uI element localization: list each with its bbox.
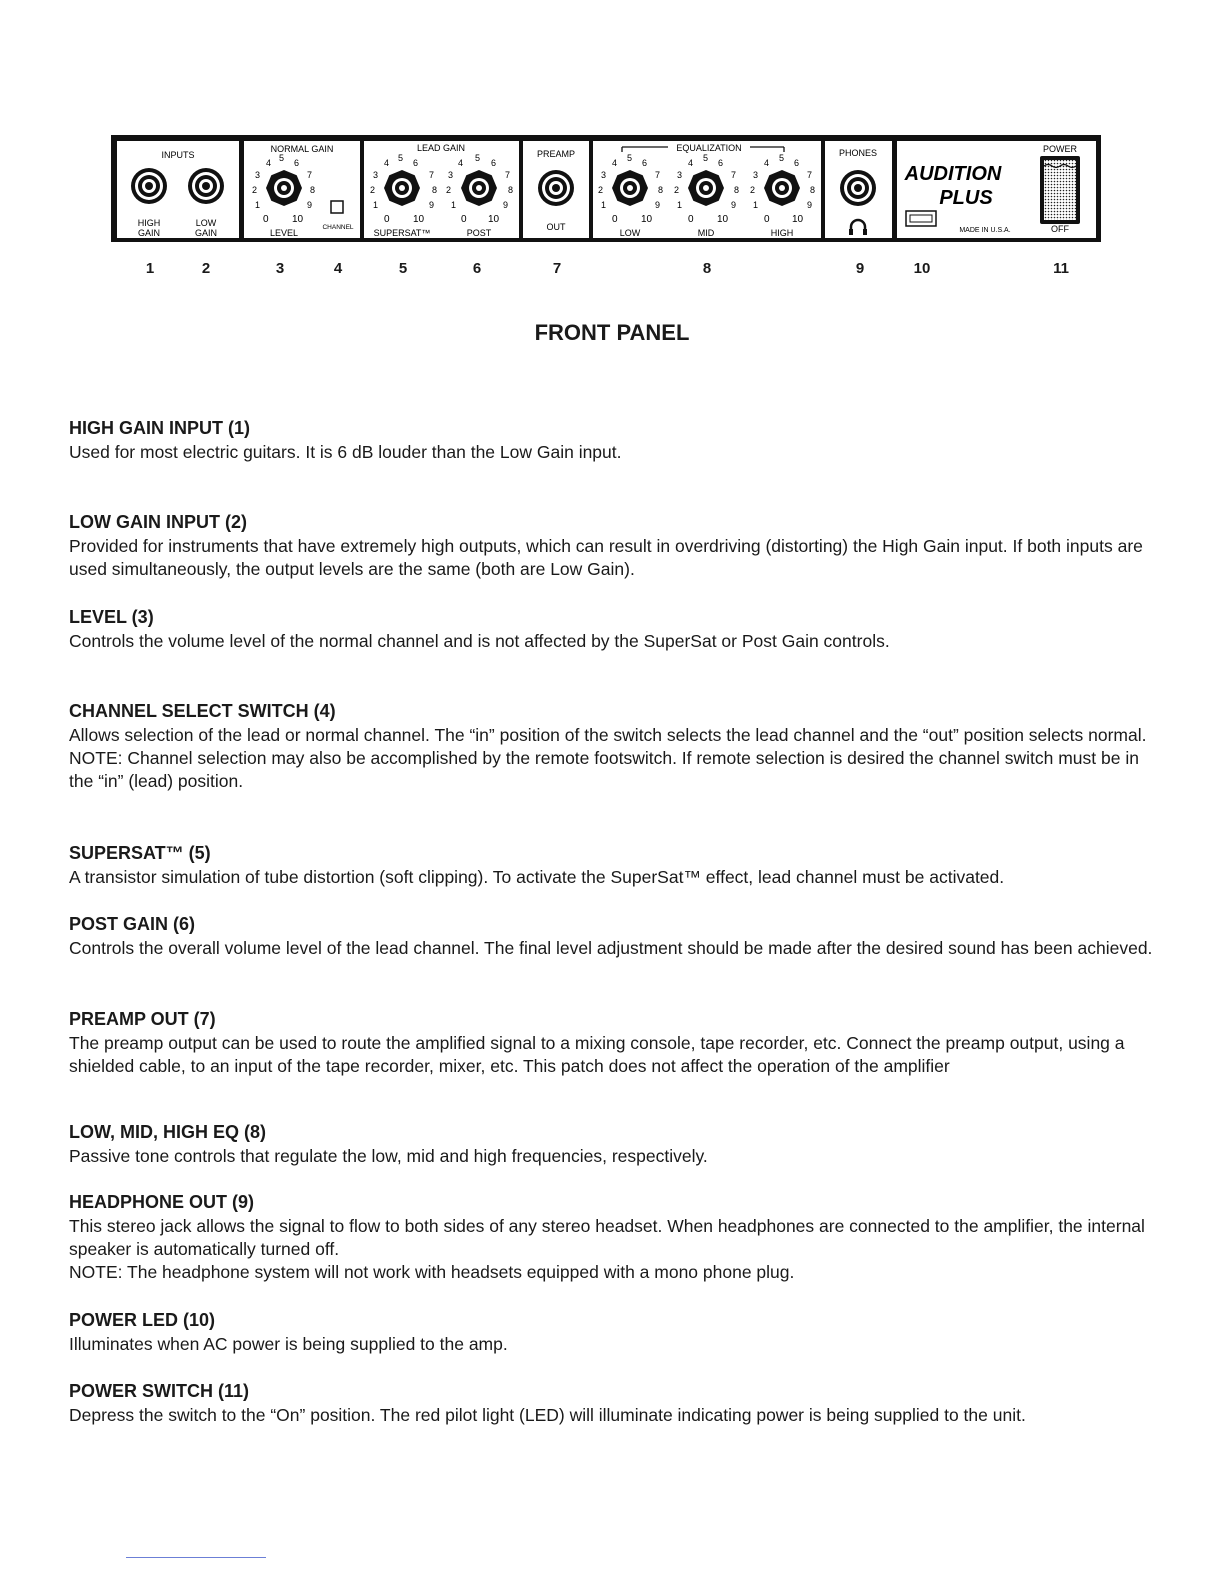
high-gain-input-jack[interactable] xyxy=(131,168,167,204)
section-power-switch xyxy=(69,1381,1154,1427)
section-title: HIGH GAIN INPUT (1) xyxy=(69,418,251,438)
section-low-gain-input xyxy=(69,512,1154,581)
dial-number: 6 xyxy=(794,158,800,168)
dial-number: 1 xyxy=(451,200,457,210)
dial-number: 7 xyxy=(307,170,313,180)
section-level xyxy=(69,607,1154,653)
dial-number: 8 xyxy=(810,185,816,195)
section-preamp-out xyxy=(69,1009,1154,1078)
mid-label: MID xyxy=(697,228,715,238)
dial-number: 5 xyxy=(398,153,404,163)
dial-number: 6 xyxy=(491,158,497,168)
dial-number: 2 xyxy=(252,185,258,195)
dial-number: 8 xyxy=(432,185,438,195)
normal-gain-title: NORMAL GAIN xyxy=(270,144,334,154)
dial-number: 8 xyxy=(508,185,514,195)
supersat-knob[interactable] xyxy=(384,170,420,206)
dial-number: 1 xyxy=(373,200,379,210)
callout-number: 3 xyxy=(275,260,285,277)
callout-number: 7 xyxy=(552,260,562,277)
dial-number: 5 xyxy=(779,153,785,163)
power-title: POWER xyxy=(1042,144,1078,154)
dial-number: 0 xyxy=(612,214,618,225)
low-label: LOW xyxy=(619,228,641,238)
brand-model: PLUS xyxy=(939,187,993,209)
dial-number: 1 xyxy=(601,200,607,210)
dial-number: 3 xyxy=(601,170,607,180)
section-title: POST GAIN (6) xyxy=(69,914,196,934)
dial-number: 9 xyxy=(307,200,313,210)
callout-number: 10 xyxy=(913,260,931,277)
dial-number: 8 xyxy=(658,185,664,195)
dial-number: 4 xyxy=(764,158,770,168)
low-gain-label-2: GAIN xyxy=(194,228,218,238)
dial-number: 10 xyxy=(488,214,500,225)
section-high-gain-input xyxy=(69,418,1154,464)
page-title: FRONT PANEL xyxy=(534,320,690,345)
dial-number: 9 xyxy=(429,200,435,210)
dial-number: 10 xyxy=(792,214,804,225)
high-gain-label-1: HIGH xyxy=(137,218,161,228)
dial-number: 2 xyxy=(598,185,604,195)
dial-number: 0 xyxy=(384,214,390,225)
section-headphone-out xyxy=(69,1192,1154,1284)
dial-number: 0 xyxy=(764,214,770,225)
dial-number: 8 xyxy=(734,185,740,195)
dial-number: 2 xyxy=(750,185,756,195)
low-eq-knob[interactable] xyxy=(612,170,648,206)
dial-number: 4 xyxy=(384,158,390,168)
section-body: Passive tone controls that regulate the low, mid and high frequencies, respectively. xyxy=(69,1146,708,1166)
section-supersat xyxy=(69,843,1154,889)
lead-gain-title: LEAD GAIN xyxy=(416,143,466,153)
power-off-label: OFF xyxy=(1051,224,1069,234)
preamp-out-label: OUT xyxy=(546,222,566,232)
dial-number: 9 xyxy=(807,200,813,210)
post-gain-knob[interactable] xyxy=(461,170,497,206)
section-body: Allows selection of the lead or normal channel. The “in” position of the switch selects the lead channel and the “out” position selects normal. xyxy=(69,725,1147,745)
post-label: POST xyxy=(466,228,492,238)
dial-number: 9 xyxy=(655,200,661,210)
dial-number: 1 xyxy=(677,200,683,210)
dial-number: 7 xyxy=(505,170,511,180)
inputs-title: INPUTS xyxy=(161,150,195,160)
section-body: Provided for instruments that have extremely high outputs, which can result in overdriving (distorting) the High Gain input. If both inputs are used simultaneously, the output levels are the same (both are Low Gain). xyxy=(69,536,1143,579)
mid-eq-knob[interactable] xyxy=(688,170,724,206)
dial-number: 5 xyxy=(627,153,633,163)
dial-number: 5 xyxy=(475,153,481,163)
dial-number: 2 xyxy=(446,185,452,195)
section-title: LOW, MID, HIGH EQ (8) xyxy=(69,1122,266,1142)
section-body: Depress the switch to the “On” position. The red pilot light (LED) will illuminate indicating power is being supplied to the unit. xyxy=(69,1405,1026,1425)
front-panel-diagram xyxy=(0,0,1224,250)
supersat-label: SUPERSAT™ xyxy=(373,228,431,238)
section-title: CHANNEL SELECT SWITCH (4) xyxy=(69,701,336,721)
section-title: HEADPHONE OUT (9) xyxy=(69,1192,255,1212)
callout-number: 1 xyxy=(145,260,155,277)
dial-number: 10 xyxy=(641,214,653,225)
section-title: POWER SWITCH (11) xyxy=(69,1381,250,1401)
dial-number: 3 xyxy=(373,170,379,180)
section-body: Used for most electric guitars. It is 6 dB louder than the Low Gain input. xyxy=(69,442,622,462)
section-title: LOW GAIN INPUT (2) xyxy=(69,512,247,532)
section-eq xyxy=(69,1122,1154,1168)
preamp-out-jack[interactable] xyxy=(538,170,574,206)
level-knob[interactable] xyxy=(266,170,302,206)
dial-number: 3 xyxy=(753,170,759,180)
brand-name: AUDITION xyxy=(904,163,1002,185)
dial-number: 6 xyxy=(294,158,300,168)
section-body: The preamp output can be used to route the amplified signal to a mixing console, tape recorder, etc. Connect the preamp output, using a shielded cable, to an input of the tape recorder, mixer, etc. This patch does not affect the operation of the amplifier xyxy=(69,1033,1125,1076)
low-gain-label-1: LOW xyxy=(195,218,217,228)
dial-number: 7 xyxy=(655,170,661,180)
made-in-label: MADE IN U.S.A. xyxy=(959,227,1011,234)
dial-number: 4 xyxy=(688,158,694,168)
dial-number: 9 xyxy=(503,200,509,210)
callout-number: 5 xyxy=(398,260,408,277)
callout-number: 4 xyxy=(333,260,343,277)
section-body: Illuminates when AC power is being supplied to the amp. xyxy=(69,1334,508,1354)
dial-number: 6 xyxy=(642,158,648,168)
phones-title: PHONES xyxy=(838,148,878,158)
dial-number: 0 xyxy=(688,214,694,225)
section-body: Controls the volume level of the normal channel and is not affected by the SuperSat or Post Gain controls. xyxy=(69,631,890,651)
callout-number: 9 xyxy=(855,260,865,277)
dial-number: 2 xyxy=(370,185,376,195)
preamp-title: PREAMP xyxy=(536,149,576,159)
dial-number: 10 xyxy=(292,214,304,225)
dial-number: 6 xyxy=(718,158,724,168)
dial-number: 5 xyxy=(279,153,285,163)
section-body: A transistor simulation of tube distortion (soft clipping). To activate the SuperSat™ effect, lead channel must be activated. xyxy=(69,867,1005,887)
headphone-jack[interactable] xyxy=(840,170,876,206)
high-eq-knob[interactable] xyxy=(764,170,800,206)
section-channel-select-switch xyxy=(69,701,1154,793)
section-note: NOTE: The headphone system will not work with headsets equipped with a mono phone plug. xyxy=(69,1262,795,1282)
dial-number: 8 xyxy=(310,185,316,195)
dial-number: 4 xyxy=(612,158,618,168)
section-body: Controls the overall volume level of the lead channel. The final level adjustment should be made after the desired sound has been achieved. xyxy=(69,938,1153,958)
high-gain-label-2: GAIN xyxy=(137,228,161,238)
dial-number: 10 xyxy=(717,214,729,225)
callout-number: 2 xyxy=(201,260,211,277)
section-title: SUPERSAT™ (5) xyxy=(69,843,211,863)
dial-number: 10 xyxy=(413,214,425,225)
dial-number: 3 xyxy=(677,170,683,180)
dial-number: 1 xyxy=(753,200,759,210)
section-title: POWER LED (10) xyxy=(69,1310,216,1330)
power-switch[interactable] xyxy=(1040,156,1080,224)
dial-number: 7 xyxy=(429,170,435,180)
dial-number: 0 xyxy=(263,214,269,225)
level-label: LEVEL xyxy=(269,228,299,238)
callout-number: 8 xyxy=(702,260,712,277)
dial-number: 4 xyxy=(458,158,464,168)
equalization-title: EQUALIZATION xyxy=(676,143,742,153)
section-title: PREAMP OUT (7) xyxy=(69,1009,216,1029)
dial-number: 0 xyxy=(461,214,467,225)
dial-number: 3 xyxy=(255,170,261,180)
callout-number: 6 xyxy=(472,260,482,277)
dial-number: 6 xyxy=(413,158,419,168)
dial-number: 3 xyxy=(448,170,454,180)
low-gain-input-jack[interactable] xyxy=(188,168,224,204)
dial-number: 4 xyxy=(266,158,272,168)
high-label: HIGH xyxy=(770,228,794,238)
dial-number: 2 xyxy=(674,185,680,195)
section-power-led xyxy=(69,1310,1154,1356)
dial-number: 7 xyxy=(731,170,737,180)
section-body: This stereo jack allows the signal to flow to both sides of any stereo headset. When headphones are connected to the amplifier, the internal speaker is automatically turned off. xyxy=(69,1216,1145,1259)
dial-number: 7 xyxy=(807,170,813,180)
dial-number: 1 xyxy=(255,200,261,210)
section-title: LEVEL (3) xyxy=(69,607,154,627)
dial-number: 9 xyxy=(731,200,737,210)
callout-number: 11 xyxy=(1053,260,1069,277)
section-note: NOTE: Channel selection may also be accomplished by the remote footswitch. If remote selection is desired the channel switch must be in the “in” (lead) position. xyxy=(69,748,1139,791)
dial-number: 5 xyxy=(703,153,709,163)
channel-label: CHANNEL xyxy=(322,224,354,231)
section-post-gain xyxy=(69,914,1154,960)
channel-switch[interactable] xyxy=(331,201,343,213)
footer-rule xyxy=(126,1557,266,1558)
